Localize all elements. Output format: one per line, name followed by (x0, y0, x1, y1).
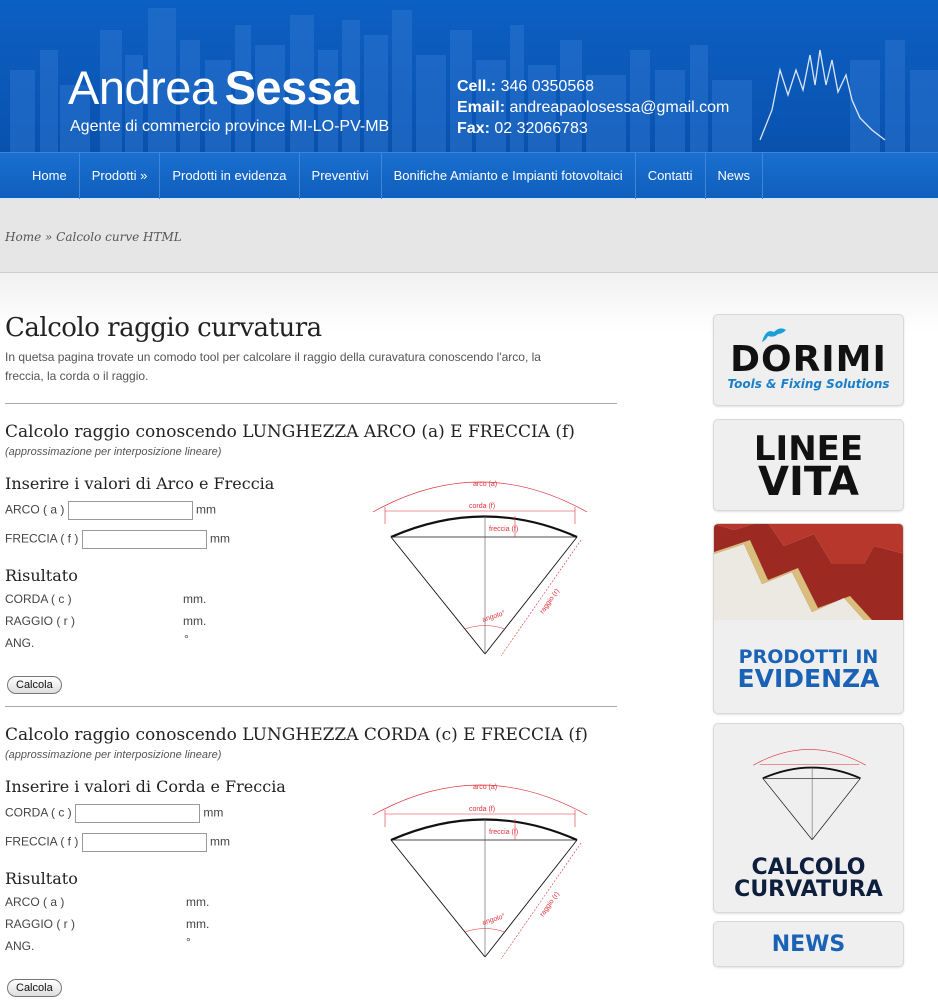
prodotti-evidenza-line2: EVIDENZA (737, 664, 880, 693)
calc2-result-unit-arco: mm. (186, 895, 210, 909)
logo-first-name: Andrea (68, 61, 217, 114)
calc1-result-unit-corda: mm. (183, 592, 207, 606)
nav-item-prodotti[interactable]: Prodotti » (80, 153, 161, 199)
calc1-result-unit-ang: ° (184, 632, 189, 646)
radius-left-line (391, 840, 485, 957)
site-logo-name[interactable] (68, 61, 358, 114)
freccia-input[interactable] (82, 530, 207, 549)
calc1-row-field1 (5, 501, 216, 520)
calc2-result-title: Risultato (5, 869, 78, 888)
breadcrumb (5, 230, 182, 244)
label-corda: corda (f) (469, 503, 496, 510)
calc1-field1-unit: mm (196, 502, 217, 517)
calcolo-curvatura-thumbnail (742, 740, 877, 845)
radius-dimension-line (501, 843, 581, 959)
sidebar-banner-dorimi[interactable] (713, 314, 904, 406)
nav-item-prodotti-evidenza[interactable]: Prodotti in evidenza (160, 153, 299, 199)
contact-info (457, 76, 729, 139)
radius-right-line (485, 840, 577, 957)
page-intro: In quetsa pagina trovate un comodo tool per calcolare il raggio della curavatura conoscendo l'arco, la freccia, la corda o il raggio. (5, 350, 541, 383)
label-arco: arco (a) (473, 784, 498, 791)
site-tagline: Agente di commercio province MI-LO-PV-MB (70, 118, 390, 135)
arc-diagram-2 (365, 767, 595, 967)
page-title: Calcolo raggio curvatura (5, 313, 322, 343)
arc-diagram-1 (365, 464, 595, 664)
calc-arco-freccia (5, 404, 617, 706)
calcolo-curvatura-line2: CURVATURA (734, 877, 883, 902)
radius-dimension-line (501, 540, 581, 656)
cell-value: 346 0350568 (500, 78, 595, 95)
calc2-row-field2 (5, 833, 230, 852)
calc1-field2-label: FRECCIA ( f ) (5, 531, 79, 546)
calcolo-curvatura-line1: CALCOLO (751, 855, 866, 880)
calc1-input-title: Inserire i valori di Arco e Freccia (5, 474, 275, 493)
logo-last-name: Sessa (224, 61, 358, 114)
radius-left-line (391, 537, 485, 654)
arc-curve (391, 517, 577, 538)
calc1-result-label-ang: ANG. (5, 636, 35, 650)
main-content (5, 310, 617, 1001)
breadcrumb-current: Calcolo curve HTML (56, 230, 182, 244)
linee-vita-line2: VITA (758, 459, 859, 505)
calc2-field1-label: CORDA ( c ) (5, 805, 72, 820)
corrugated-panel-image (714, 524, 904, 620)
calc2-result-label-raggio: RAGGIO ( r ) (5, 917, 75, 931)
calc2-title: Calcolo raggio conoscendo LUNGHEZZA CORDA (c) E FRECCIA (f) (5, 725, 588, 745)
nav-item-news[interactable]: News (706, 153, 764, 199)
prodotti-evidenza-line1: PRODOTTI IN (738, 646, 879, 668)
calc2-field1-unit: mm (203, 805, 224, 820)
dorimi-tagline: Tools & Fixing Solutions (727, 377, 890, 391)
label-angolo: angolo° (481, 912, 507, 927)
radius-right-line (485, 537, 577, 654)
calc1-calcola-button[interactable]: Calcola (7, 676, 62, 694)
calc2-field2-label: FRECCIA ( f ) (5, 834, 79, 849)
label-freccia: freccia (f) (489, 526, 519, 533)
arco-input[interactable] (68, 501, 193, 520)
calc2-result-label-arco: ARCO ( a ) (5, 895, 65, 909)
calc2-calcola-button[interactable]: Calcola (7, 979, 62, 997)
corda-input[interactable] (75, 804, 200, 823)
calc2-row-field1 (5, 804, 223, 823)
label-angolo: angolo° (481, 609, 507, 624)
nav-item-home[interactable]: Home (20, 153, 80, 199)
calc1-field2-unit: mm (210, 531, 231, 546)
calc1-title: Calcolo raggio conoscendo LUNGHEZZA ARCO (a) E FRECCIA (f) (5, 422, 575, 442)
calc2-result-unit-ang: ° (186, 935, 191, 949)
calc1-approx-note: (approssimazione per interposizione lineare) (5, 446, 222, 458)
calc-corda-freccia (5, 707, 617, 1001)
calc1-result-label-raggio: RAGGIO ( r ) (5, 614, 75, 628)
email-value[interactable]: andreapaolosessa@gmail.com (509, 99, 730, 116)
label-raggio: raggio (r) (538, 890, 561, 919)
calc1-row-field2 (5, 530, 230, 549)
fax-value: 02 32066783 (494, 120, 588, 137)
label-freccia: freccia (f) (489, 829, 519, 836)
site-header (0, 0, 938, 200)
calc1-field1-label: ARCO ( a ) (5, 502, 65, 517)
nav-item-preventivi[interactable]: Preventivi (300, 153, 382, 199)
nav-item-contatti[interactable]: Contatti (636, 153, 706, 199)
calc2-approx-note: (approssimazione per interposizione lineare) (5, 749, 222, 761)
nav-item-bonifiche[interactable]: Bonifiche Amianto e Impianti fotovoltaici (382, 153, 636, 199)
calc2-input-title: Inserire i valori di Corda e Freccia (5, 777, 286, 796)
label-raggio: raggio (r) (538, 587, 561, 616)
calc1-result-title: Risultato (5, 566, 78, 585)
calc2-result-unit-raggio: mm. (186, 917, 210, 931)
calc2-field2-unit: mm (210, 834, 231, 849)
breadcrumb-home[interactable]: Home (5, 230, 42, 244)
dorimi-logo-text: DORIMI (730, 339, 887, 380)
calc1-result-label-corda: CORDA ( c ) (5, 592, 72, 606)
calc2-result-label-ang: ANG. (5, 939, 35, 953)
label-arco: arco (a) (473, 481, 498, 488)
freccia-input-2[interactable] (82, 833, 207, 852)
sidebar-banner-calcolo-curvatura[interactable] (713, 723, 904, 913)
label-corda: corda (f) (469, 806, 496, 813)
sidebar-banner-linee-vita[interactable] (713, 419, 904, 511)
news-banner-label: NEWS (771, 932, 846, 957)
cell-label: Cell.: (457, 78, 497, 95)
main-nav (0, 152, 938, 200)
sidebar-banner-prodotti-evidenza[interactable] (713, 523, 904, 714)
breadcrumb-separator: » (41, 230, 57, 244)
linee-vita-line1: LINEE (753, 429, 864, 469)
arc-curve (391, 820, 577, 841)
sidebar-banner-news[interactable] (713, 921, 904, 967)
calc1-result-unit-raggio: mm. (183, 614, 207, 628)
fax-label: Fax: (457, 120, 490, 137)
breadcrumb-bar (0, 200, 938, 273)
email-label: Email: (457, 99, 506, 116)
